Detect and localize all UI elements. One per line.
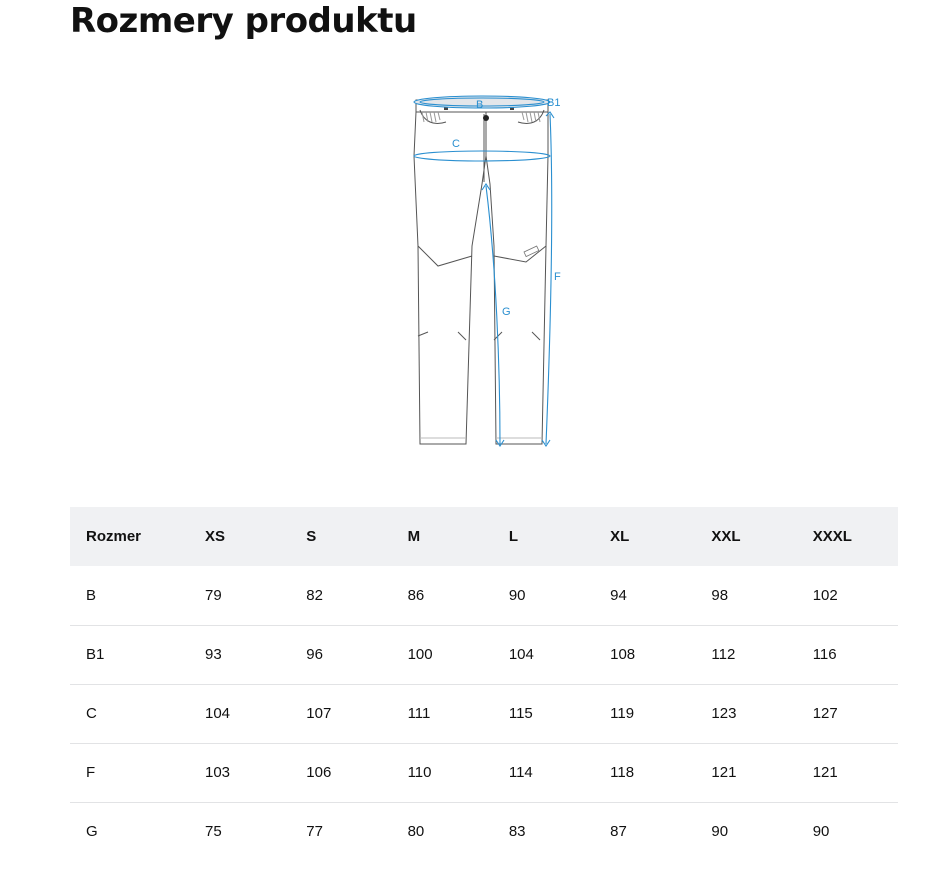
- page-title: Rozmery produktu: [70, 1, 417, 41]
- table-cell: 90: [711, 823, 729, 841]
- table-cell: 90: [812, 823, 830, 841]
- header-cell-xs: XS: [205, 528, 226, 545]
- table-row: [70, 625, 898, 684]
- table-cell: 86: [407, 586, 425, 604]
- header-cell-xxl: XXL: [711, 528, 741, 545]
- table-cell: 80: [407, 823, 425, 841]
- button-dot: [483, 115, 489, 121]
- label-c: C: [452, 138, 460, 150]
- table-cell: 114: [508, 764, 533, 781]
- table-cell: 82: [306, 586, 323, 604]
- label-f: F: [554, 271, 561, 283]
- table-cell: 75: [205, 823, 222, 841]
- table-cell: 107: [306, 705, 332, 722]
- table-cell: 108: [610, 646, 636, 663]
- table-row: [70, 802, 898, 861]
- label-b1: B1: [547, 97, 561, 109]
- table-cell: 96: [306, 646, 323, 663]
- row-label: G: [86, 823, 98, 841]
- table-cell: 100: [407, 646, 433, 663]
- table-cell: 94: [610, 586, 627, 604]
- pants-measurement-diagram: [400, 86, 580, 458]
- table-cell: 90: [508, 586, 526, 604]
- table-cell: 116: [812, 646, 837, 663]
- row-label: C: [86, 705, 97, 722]
- header-cell-m: M: [407, 528, 421, 545]
- table-cell: 118: [610, 764, 635, 781]
- table-cell: 103: [205, 764, 231, 781]
- table-cell: 110: [407, 764, 432, 781]
- header-cell-xxxl: XXXL: [812, 528, 852, 545]
- pants-outline: [414, 100, 548, 444]
- table-cell: 102: [812, 586, 838, 604]
- table-cell: 104: [205, 705, 231, 722]
- table-row: [70, 566, 898, 625]
- table-cell: 79: [205, 586, 222, 604]
- table-cell: 106: [306, 764, 332, 781]
- row-label: B: [86, 586, 97, 604]
- label-b: B: [476, 99, 484, 111]
- table-row: [70, 684, 898, 743]
- table-cell: 112: [711, 646, 736, 663]
- header-cell-l: L: [508, 528, 519, 545]
- row-label: F: [86, 764, 96, 781]
- header-cell-xl: XL: [610, 528, 630, 545]
- table-cell: 119: [610, 705, 635, 722]
- table-cell: 121: [711, 764, 737, 781]
- header-cell-rozmer: Rozmer: [86, 528, 142, 545]
- header-cell-s: S: [306, 528, 317, 545]
- label-g: G: [502, 306, 511, 318]
- table-cell: 83: [508, 823, 526, 841]
- table-cell: 111: [407, 705, 431, 722]
- table-row: [70, 743, 898, 802]
- table-cell: 121: [812, 764, 838, 781]
- table-cell: 93: [205, 646, 222, 663]
- table-cell: 77: [306, 823, 323, 841]
- table-cell: 98: [711, 586, 729, 604]
- table-cell: 87: [610, 823, 627, 841]
- table-cell: 104: [508, 646, 534, 663]
- table-cell: 127: [812, 705, 838, 722]
- table-cell: 123: [711, 705, 737, 722]
- table-cell: 115: [508, 705, 533, 722]
- row-label: B1: [86, 646, 105, 663]
- size-table: [70, 507, 898, 861]
- size-table-header-row: [70, 507, 898, 566]
